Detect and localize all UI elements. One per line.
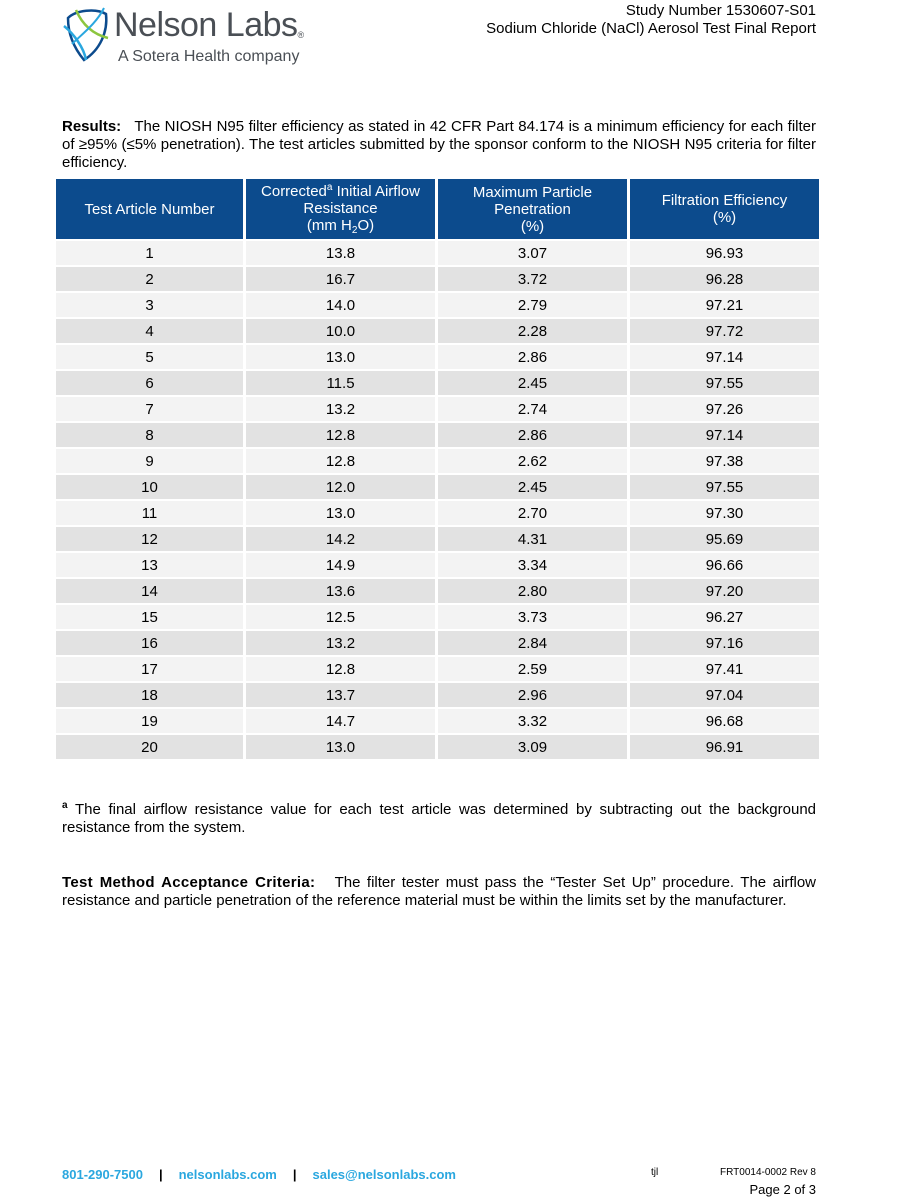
page-number: Page 2 of 3 bbox=[749, 1182, 816, 1197]
table-row bbox=[56, 579, 819, 603]
cell-filtration-efficiency: 97.04 bbox=[630, 683, 819, 707]
cell-airflow-resistance: 13.6 bbox=[246, 579, 435, 603]
report-title: Sodium Chloride (NaCl) Aerosol Test Final Report bbox=[486, 20, 816, 37]
criteria-label: Test Method Acceptance Criteria: bbox=[62, 874, 316, 891]
table-row bbox=[56, 267, 819, 291]
cell-penetration: 2.84 bbox=[438, 631, 627, 655]
cell-penetration: 2.59 bbox=[438, 657, 627, 681]
cell-penetration: 2.45 bbox=[438, 475, 627, 499]
cell-airflow-resistance: 12.8 bbox=[246, 657, 435, 681]
cell-penetration: 2.80 bbox=[438, 579, 627, 603]
cell-penetration: 2.28 bbox=[438, 319, 627, 343]
table-body bbox=[56, 241, 819, 759]
table-row bbox=[56, 319, 819, 343]
cell-test-article: 3 bbox=[56, 293, 243, 317]
table-row bbox=[56, 553, 819, 577]
table-row bbox=[56, 501, 819, 525]
acceptance-criteria bbox=[62, 874, 816, 910]
cell-test-article: 10 bbox=[56, 475, 243, 499]
cell-test-article: 13 bbox=[56, 553, 243, 577]
cell-airflow-resistance: 16.7 bbox=[246, 267, 435, 291]
footer-phone[interactable]: 801-290-7500 bbox=[62, 1167, 143, 1182]
cell-filtration-efficiency: 97.30 bbox=[630, 501, 819, 525]
results-label: Results: bbox=[62, 118, 122, 135]
cell-penetration: 2.70 bbox=[438, 501, 627, 525]
cell-filtration-efficiency: 97.20 bbox=[630, 579, 819, 603]
cell-penetration: 3.07 bbox=[438, 241, 627, 265]
cell-test-article: 7 bbox=[56, 397, 243, 421]
cell-test-article: 15 bbox=[56, 605, 243, 629]
cell-airflow-resistance: 12.8 bbox=[246, 423, 435, 447]
footer-separator: | bbox=[158, 1167, 163, 1182]
cell-test-article: 20 bbox=[56, 735, 243, 759]
cell-filtration-efficiency: 97.14 bbox=[630, 345, 819, 369]
table-row bbox=[56, 527, 819, 551]
logo-shield-icon bbox=[62, 4, 112, 64]
table-row bbox=[56, 631, 819, 655]
footnote bbox=[62, 797, 816, 837]
cell-filtration-efficiency: 96.27 bbox=[630, 605, 819, 629]
cell-filtration-efficiency: 96.68 bbox=[630, 709, 819, 733]
cell-test-article: 9 bbox=[56, 449, 243, 473]
cell-filtration-efficiency: 97.55 bbox=[630, 475, 819, 499]
table-row bbox=[56, 683, 819, 707]
cell-test-article: 8 bbox=[56, 423, 243, 447]
author-initials: tjl bbox=[651, 1167, 659, 1178]
cell-filtration-efficiency: 97.26 bbox=[630, 397, 819, 421]
cell-penetration: 2.96 bbox=[438, 683, 627, 707]
cell-airflow-resistance: 14.2 bbox=[246, 527, 435, 551]
cell-airflow-resistance: 11.5 bbox=[246, 371, 435, 395]
footnote-marker: a bbox=[62, 800, 68, 811]
study-number: Study Number 1530607-S01 bbox=[625, 2, 816, 19]
cell-test-article: 6 bbox=[56, 371, 243, 395]
cell-filtration-efficiency: 96.66 bbox=[630, 553, 819, 577]
logo-name: Nelson Labs® bbox=[114, 6, 304, 44]
criteria-text: The filter tester must pass the “Tester Set Up” procedure. The airflow resistance and particle penetration of the reference material must be within the limits set by the manufacturer. bbox=[62, 874, 817, 909]
cell-filtration-efficiency: 97.72 bbox=[630, 319, 819, 343]
table-row bbox=[56, 475, 819, 499]
cell-test-article: 14 bbox=[56, 579, 243, 603]
cell-test-article: 12 bbox=[56, 527, 243, 551]
cell-test-article: 4 bbox=[56, 319, 243, 343]
cell-airflow-resistance: 13.8 bbox=[246, 241, 435, 265]
cell-airflow-resistance: 14.0 bbox=[246, 293, 435, 317]
cell-test-article: 2 bbox=[56, 267, 243, 291]
header-airflow-resistance: Corrected$^a$ Initial Airflow Resistance (mm $H_2O$) bbox=[246, 179, 435, 239]
cell-airflow-resistance: 13.0 bbox=[246, 501, 435, 525]
cell-penetration: 3.72 bbox=[438, 267, 627, 291]
table-row bbox=[56, 735, 819, 759]
cell-filtration-efficiency: 97.55 bbox=[630, 371, 819, 395]
cell-filtration-efficiency: 96.28 bbox=[630, 267, 819, 291]
company-logo bbox=[62, 4, 322, 68]
footer-email[interactable]: sales@nelsonlabs.com bbox=[312, 1167, 456, 1182]
table-row bbox=[56, 709, 819, 733]
footnote-text: The final airflow resistance value for each test article was determined by subtracting out the background resistance from the system. bbox=[62, 801, 816, 836]
cell-filtration-efficiency: 96.91 bbox=[630, 735, 819, 759]
cell-filtration-efficiency: 97.41 bbox=[630, 657, 819, 681]
footer-website[interactable]: nelsonlabs.com bbox=[178, 1167, 277, 1182]
cell-test-article: 11 bbox=[56, 501, 243, 525]
cell-penetration: 2.86 bbox=[438, 345, 627, 369]
cell-airflow-resistance: 12.8 bbox=[246, 449, 435, 473]
cell-penetration: 2.74 bbox=[438, 397, 627, 421]
report-header bbox=[486, 2, 816, 38]
footer-separator: | bbox=[292, 1167, 297, 1182]
table-row bbox=[56, 605, 819, 629]
cell-airflow-resistance: 13.2 bbox=[246, 631, 435, 655]
results-text: The NIOSH N95 filter efficiency as stated in 42 CFR Part 84.174 is a minimum efficiency for each filter of ≥95% (≤5% penetration). The test articles submitted by the sponsor conform to the NIOSH N95 criteria for filter efficiency. bbox=[62, 118, 816, 171]
form-id: FRT0014-0002 Rev 8 bbox=[720, 1167, 816, 1178]
cell-airflow-resistance: 13.0 bbox=[246, 345, 435, 369]
header-penetration: Maximum Particle Penetration (%) bbox=[438, 179, 627, 239]
cell-filtration-efficiency: 97.14 bbox=[630, 423, 819, 447]
cell-test-article: 1 bbox=[56, 241, 243, 265]
cell-penetration: 3.32 bbox=[438, 709, 627, 733]
header-filtration-efficiency: Filtration Efficiency (%) bbox=[630, 179, 819, 239]
cell-airflow-resistance: 13.7 bbox=[246, 683, 435, 707]
table-row bbox=[56, 241, 819, 265]
cell-airflow-resistance: 12.0 bbox=[246, 475, 435, 499]
footer-contacts bbox=[62, 1167, 456, 1182]
cell-airflow-resistance: 10.0 bbox=[246, 319, 435, 343]
cell-filtration-efficiency: 97.21 bbox=[630, 293, 819, 317]
cell-filtration-efficiency: 97.16 bbox=[630, 631, 819, 655]
table-row bbox=[56, 657, 819, 681]
cell-airflow-resistance: 13.2 bbox=[246, 397, 435, 421]
table-row bbox=[56, 345, 819, 369]
cell-penetration: 4.31 bbox=[438, 527, 627, 551]
logo-subtitle: A Sotera Health company bbox=[118, 48, 300, 65]
cell-penetration: 2.79 bbox=[438, 293, 627, 317]
cell-penetration: 2.62 bbox=[438, 449, 627, 473]
cell-test-article: 17 bbox=[56, 657, 243, 681]
table-row bbox=[56, 449, 819, 473]
cell-airflow-resistance: 12.5 bbox=[246, 605, 435, 629]
cell-test-article: 18 bbox=[56, 683, 243, 707]
cell-filtration-efficiency: 96.93 bbox=[630, 241, 819, 265]
table-row bbox=[56, 293, 819, 317]
cell-penetration: 3.34 bbox=[438, 553, 627, 577]
cell-airflow-resistance: 14.7 bbox=[246, 709, 435, 733]
cell-penetration: 3.09 bbox=[438, 735, 627, 759]
results-table bbox=[53, 177, 822, 761]
cell-test-article: 19 bbox=[56, 709, 243, 733]
cell-filtration-efficiency: 97.38 bbox=[630, 449, 819, 473]
cell-penetration: 2.45 bbox=[438, 371, 627, 395]
cell-penetration: 3.73 bbox=[438, 605, 627, 629]
table-row bbox=[56, 371, 819, 395]
table-row bbox=[56, 423, 819, 447]
cell-penetration: 2.86 bbox=[438, 423, 627, 447]
table-header-row bbox=[56, 179, 819, 239]
table-row bbox=[56, 397, 819, 421]
cell-airflow-resistance: 14.9 bbox=[246, 553, 435, 577]
results-paragraph bbox=[62, 118, 816, 172]
cell-filtration-efficiency: 95.69 bbox=[630, 527, 819, 551]
header-test-article: Test Article Number bbox=[56, 179, 243, 239]
cell-airflow-resistance: 13.0 bbox=[246, 735, 435, 759]
cell-test-article: 16 bbox=[56, 631, 243, 655]
cell-test-article: 5 bbox=[56, 345, 243, 369]
